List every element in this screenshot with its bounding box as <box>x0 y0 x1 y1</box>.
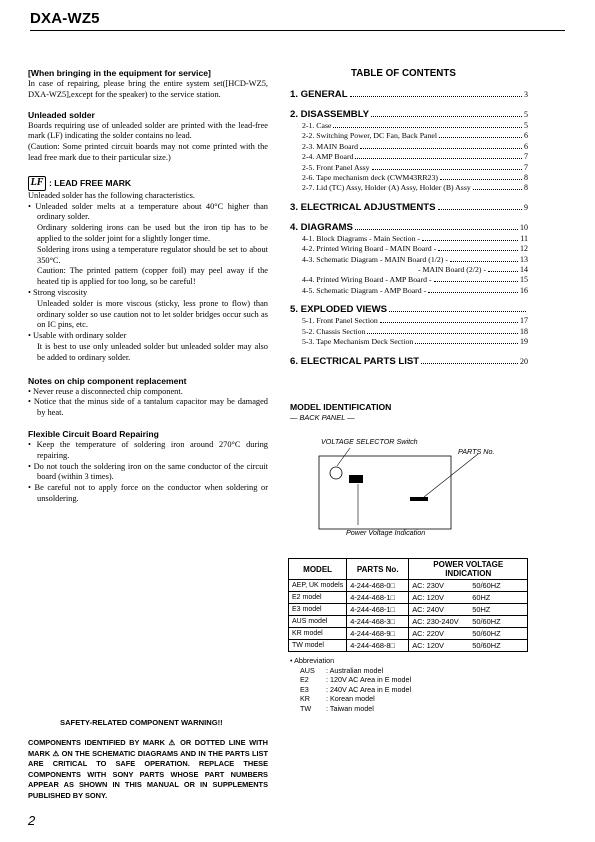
parts-no-cell: 4-244-468-8□ <box>347 640 409 652</box>
page-number: 2 <box>28 813 36 828</box>
parts-no-cell: 4-244-468-1□ <box>347 592 409 604</box>
toc-leader <box>488 270 518 272</box>
toc-item <box>290 255 528 265</box>
toc-leader <box>440 178 522 180</box>
voltage-value: AC: 230V <box>412 581 444 590</box>
power-voltage-values <box>412 593 524 602</box>
toc-page-number: 6 <box>524 131 528 141</box>
lf-characteristics-list <box>28 202 268 364</box>
toc-item-title: 5-3. Tape Mechanism Deck Section <box>302 337 414 347</box>
parts-no-cell: 4-244-468-0□ <box>347 580 409 592</box>
toc-item-title: 2-6. Tape mechanism deck (CWM43RR23) <box>302 173 438 183</box>
toc-item-title: 5-1. Front Panel Section <box>302 316 378 326</box>
model-identification-subtitle: — BACK PANEL — <box>290 413 355 422</box>
lf-bullet-detail: Soldering irons using a temperature regulator should be set to about 350°C. <box>37 244 268 265</box>
toc-page-number: 10 <box>520 222 528 232</box>
toc-item <box>290 244 528 254</box>
toc-leader <box>367 332 518 334</box>
model-cell: E3 model <box>289 604 347 616</box>
toc-leader <box>350 95 522 97</box>
power-voltage-values <box>412 581 524 590</box>
voltage-selector-label: VOLTAGE SELECTOR Switch <box>321 437 418 446</box>
toc-item-title: 4-3. Schematic Diagram - MAIN Board (1/2) - <box>302 254 448 264</box>
header-power-voltage: POWER VOLTAGE INDICATION <box>409 559 528 580</box>
lf-heading: : LEAD FREE MARK <box>49 178 132 189</box>
power-voltage-values <box>412 617 524 626</box>
model-cell: AEP, UK models <box>289 580 347 592</box>
toc-page-number: 7 <box>524 152 528 162</box>
toc-section <box>290 356 528 368</box>
toc-item <box>290 131 528 141</box>
abbreviation-key: TW <box>300 703 312 713</box>
abbreviation-row <box>290 666 411 676</box>
toc-spacer <box>290 194 528 202</box>
toc-section <box>290 89 528 101</box>
frequency-value: 50/60HZ <box>472 629 501 638</box>
flex-bullet: • Keep the temperature of soldering iron around 270°C during repairing. <box>28 439 268 460</box>
abbreviation-meaning: : 120V AC Area in E model <box>326 675 412 685</box>
toc-page-number: 11 <box>520 233 528 243</box>
toc-leader <box>355 157 522 159</box>
toc-item <box>290 234 528 244</box>
toc-item-title: 2-5. Front Panel Assy <box>302 162 370 172</box>
toc-section <box>290 304 528 316</box>
toc-section-title: 5. EXPLODED VIEWS <box>290 304 388 316</box>
toc-section <box>290 109 528 121</box>
abbreviation-key: E2 <box>300 675 309 685</box>
toc-item-title: 2-4. AMP Board <box>302 152 354 162</box>
table-row <box>289 628 528 640</box>
parts-no-label: PARTS No. <box>458 447 495 456</box>
chip-heading: Notes on chip component replacement <box>28 375 187 386</box>
voltage-selector-switch <box>330 467 342 479</box>
toc-item <box>290 173 528 183</box>
frequency-value: 50/60HZ <box>472 617 501 626</box>
voltage-value: AC: 120V <box>412 593 444 602</box>
toc-spacer <box>290 214 528 222</box>
safety-title: SAFETY-RELATED COMPONENT WARNING!! <box>60 718 223 727</box>
parts-no-cell: 4-244-468-3□ <box>347 616 409 628</box>
lf-bullet-detail: Unleaded solder is more viscous (sticky, less prone to flow) than ordinary solder so use caution not to let solder bridges occur such as on IC pins, etc. <box>37 298 268 330</box>
toc-leader <box>371 115 522 117</box>
toc-page-number: 3 <box>524 90 528 99</box>
parts-no-cell: 4-244-468-1□ <box>347 604 409 616</box>
abbreviation-meaning: : 240V AC Area in E model <box>326 684 412 694</box>
flex-bullet: • Do not touch the soldering iron on the same conductor of the circuit board (within 3 times). <box>28 461 268 482</box>
back-panel-outline <box>319 456 451 529</box>
table-row <box>289 580 528 592</box>
toc-leader <box>389 310 526 312</box>
toc-spacer <box>290 101 528 109</box>
toc-leader <box>415 342 518 344</box>
power-voltage-cell <box>409 604 528 616</box>
table-row <box>289 616 528 628</box>
toc-item-title: 5-2. Chassis Section <box>302 326 366 336</box>
table-row <box>289 592 528 604</box>
toc-item <box>290 163 528 173</box>
frequency-value: 50/60HZ <box>472 641 501 650</box>
toc-leader <box>355 228 518 230</box>
power-voltage-cell <box>409 616 528 628</box>
power-voltage-cell <box>409 628 528 640</box>
flex-bullet: • Be careful not to apply force on the conductor when soldering or unsoldering. <box>28 483 268 503</box>
lf-bullet-detail: Caution: The printed pattern (copper foil) may peel away if the heated tip is applied for too long, so be careful! <box>37 266 268 287</box>
voltage-value: AC: 120V <box>412 641 444 650</box>
toc-item-title: 2-3. MAIN Board <box>302 141 359 151</box>
abbreviation-key: E3 <box>300 684 309 694</box>
frequency-value: 50HZ <box>472 605 491 614</box>
table-of-contents <box>290 89 528 368</box>
abbreviation-row <box>290 704 411 714</box>
toc-leader <box>438 208 522 210</box>
header-parts-no: PARTS No. <box>347 559 409 580</box>
model-identification-title: MODEL IDENTIFICATION <box>290 402 392 412</box>
lf-bullet-detail: It is best to use only unleaded solder but unleaded solder may also be added to ordinary solder. <box>37 341 268 362</box>
lf-intro: Unleaded solder has the following characteristics. <box>28 190 195 200</box>
lf-bullet: • Unleaded solder melts at a temperature about 40°C higher than ordinary solder. <box>28 201 268 222</box>
toc-spacer <box>290 296 528 304</box>
toc-leader <box>360 147 522 149</box>
toc-item-title: 2-2. Switching Power, DC Fan, Back Panel <box>302 131 438 141</box>
abbreviation-meaning: : Korean model <box>326 694 375 704</box>
power-voltage-cell <box>409 640 528 652</box>
model-cell: AUS model <box>289 616 347 628</box>
flex-heading: Flexible Circuit Board Repairing <box>28 428 159 439</box>
header-model: MODEL <box>289 559 347 580</box>
abbreviation-list <box>290 666 411 714</box>
voltage-value: AC: 230-240V <box>412 617 459 626</box>
power-voltage-values <box>412 641 524 650</box>
power-voltage-indication-plate <box>349 475 363 483</box>
toc-leader <box>333 126 522 128</box>
toc-item <box>290 142 528 152</box>
service-text: In case of repairing, please bring the entire system set([HCD-WZ5, DXA-WZ5],except for the speaker) to the service station. <box>28 79 268 99</box>
toc-leader <box>438 249 518 251</box>
toc-page-number: 16 <box>520 285 528 295</box>
toc-item-title: 2-1. Case <box>302 121 332 130</box>
model-cell: KR model <box>289 628 347 640</box>
voltage-value: AC: 240V <box>412 605 444 614</box>
toc-leader <box>439 136 522 138</box>
toc-item <box>290 337 528 347</box>
toc-leader <box>380 321 518 323</box>
table-row <box>289 640 528 652</box>
lf-bullet: • Usable with ordinary solder <box>28 331 127 341</box>
toc-item <box>290 286 528 296</box>
abbreviation-block <box>290 656 411 714</box>
toc-item <box>290 152 528 162</box>
unleaded-caution: (Caution: Some printed circuit boards may not come printed with the lead free mark due to their particular size.) <box>28 142 268 162</box>
chip-bullet: • Notice that the minus side of a tantalum capacitor may be damaged by heat. <box>28 397 268 418</box>
toc-page-number: 8 <box>524 173 528 183</box>
left-column <box>28 68 268 505</box>
toc-section-title: 6. ELECTRICAL PARTS LIST <box>290 355 420 367</box>
toc-item <box>290 316 528 326</box>
parts-no-label-plate <box>410 497 428 501</box>
abbreviation-meaning: : Taiwan model <box>326 703 374 713</box>
voltage-selector-leader <box>337 448 350 466</box>
toc-title: TABLE OF CONTENTS <box>351 68 456 79</box>
toc-spacer <box>290 348 528 356</box>
service-heading: [When bringing in the equipment for service] <box>28 68 211 78</box>
frequency-value: 50/60HZ <box>472 581 501 590</box>
abbreviation-title: • Abbreviation <box>290 656 335 665</box>
model-table-body <box>289 580 528 652</box>
toc-item-title: 4-4. Printed Wiring Board - AMP Board - <box>302 275 432 285</box>
toc-page-number: 5 <box>524 110 528 119</box>
toc-leader <box>428 291 518 293</box>
back-panel-diagram <box>300 440 560 540</box>
toc-leader <box>434 280 518 282</box>
abbreviation-row <box>290 685 411 695</box>
abbreviation-key: KR <box>300 694 310 704</box>
toc-page-number: 8 <box>524 183 528 193</box>
safety-text: COMPONENTS IDENTIFIED BY MARK ⚠ OR DOTTED LINE WITH MARK ⚠ ON THE SCHEMATIC DIAGRAMS AND IN THE PARTS LIST ARE CRITICAL TO SAFE OPERATION. REPLACE THESE COMPONENTS WITH SONY PARTS WHOSE PART NUMBERS APPEAR AS SHOWN IN THIS MANUAL OR IN SUPPLEMENTS PUBLISHED BY SONY. <box>28 738 268 800</box>
parts-no-cell: 4-244-468-9□ <box>347 628 409 640</box>
abbreviation-row <box>290 675 411 685</box>
toc-item <box>290 265 528 275</box>
toc-item-title: 4-2. Printed Wiring Board - MAIN Board - <box>302 244 437 254</box>
toc-leader <box>422 239 518 241</box>
toc-section <box>290 202 528 214</box>
toc-leader <box>372 168 522 170</box>
toc-item <box>290 121 528 131</box>
toc-item <box>290 275 528 285</box>
toc-page-number: 13 <box>520 254 528 264</box>
frequency-value: 60HZ <box>472 593 491 602</box>
power-voltage-cell <box>409 592 528 604</box>
toc-page-number: 5 <box>524 121 528 130</box>
toc-page-number: 18 <box>520 326 528 336</box>
toc-item-title: 4-1. Block Diagrams - Main Section - <box>302 233 421 243</box>
power-voltage-values <box>412 629 524 638</box>
toc-page-number: 15 <box>520 275 528 285</box>
table-header-row <box>289 559 528 580</box>
unleaded-text: Boards requiring use of unleaded solder are printed with the lead-free mark (LF) indicating the solder contains no lead. <box>28 120 268 141</box>
toc-item <box>290 183 528 193</box>
toc-section <box>290 222 528 234</box>
toc-item <box>290 327 528 337</box>
header-rule <box>30 30 565 31</box>
toc-page-number: 7 <box>524 162 528 172</box>
model-table <box>288 558 528 652</box>
toc-section-title: 1. GENERAL <box>290 89 348 100</box>
voltage-value: AC: 220V <box>412 629 444 638</box>
toc-section-title: 4. DIAGRAMS <box>290 221 353 233</box>
model-cell: E2 model <box>289 592 347 604</box>
power-voltage-cell <box>409 580 528 592</box>
power-voltage-label: Power Voltage Indication <box>346 528 426 537</box>
toc-item-title: - MAIN Board (2/2) - <box>418 265 486 275</box>
lf-bullet-detail: Ordinary soldering irons can be used but the iron tip has to be applied to the solder joint for a slightly longer time. <box>37 223 268 243</box>
toc-leader <box>473 188 522 190</box>
toc-page-number: 20 <box>520 356 528 366</box>
toc-section-title: 2. DISASSEMBLY <box>290 109 370 120</box>
toc-section-title: 3. ELECTRICAL ADJUSTMENTS <box>290 201 436 213</box>
toc-leader <box>450 260 518 262</box>
chip-bullet: • Never reuse a disconnected chip component. <box>28 386 183 396</box>
toc-page-number: 17 <box>520 316 528 326</box>
model-cell: TW model <box>289 640 347 652</box>
power-voltage-values <box>412 605 524 614</box>
toc-page-number: 6 <box>524 141 528 151</box>
toc-item-title: 4-5. Schematic Diagram - AMP Board - <box>302 285 427 295</box>
lf-bullet: • Strong viscosity <box>28 287 88 297</box>
abbreviation-key: AUS <box>300 665 315 675</box>
toc-page-number: 9 <box>524 202 528 212</box>
table-row <box>289 604 528 616</box>
lf-mark-row <box>28 176 268 191</box>
toc-page-number: 19 <box>520 337 528 347</box>
abbreviation-meaning: : Australian model <box>326 665 384 675</box>
document-model-title: DXA-WZ5 <box>30 10 100 27</box>
abbreviation-row <box>290 694 411 704</box>
unleaded-heading: Unleaded solder <box>28 109 95 120</box>
toc-item-title: 2-7. Lid (TC) Assy, Holder (A) Assy, Holder (B) Assy <box>302 183 471 193</box>
toc-page-number: 14 <box>520 265 528 275</box>
toc-page-number: 12 <box>520 244 528 254</box>
lead-free-logo-icon: LF <box>28 176 46 191</box>
toc-leader <box>421 362 518 364</box>
